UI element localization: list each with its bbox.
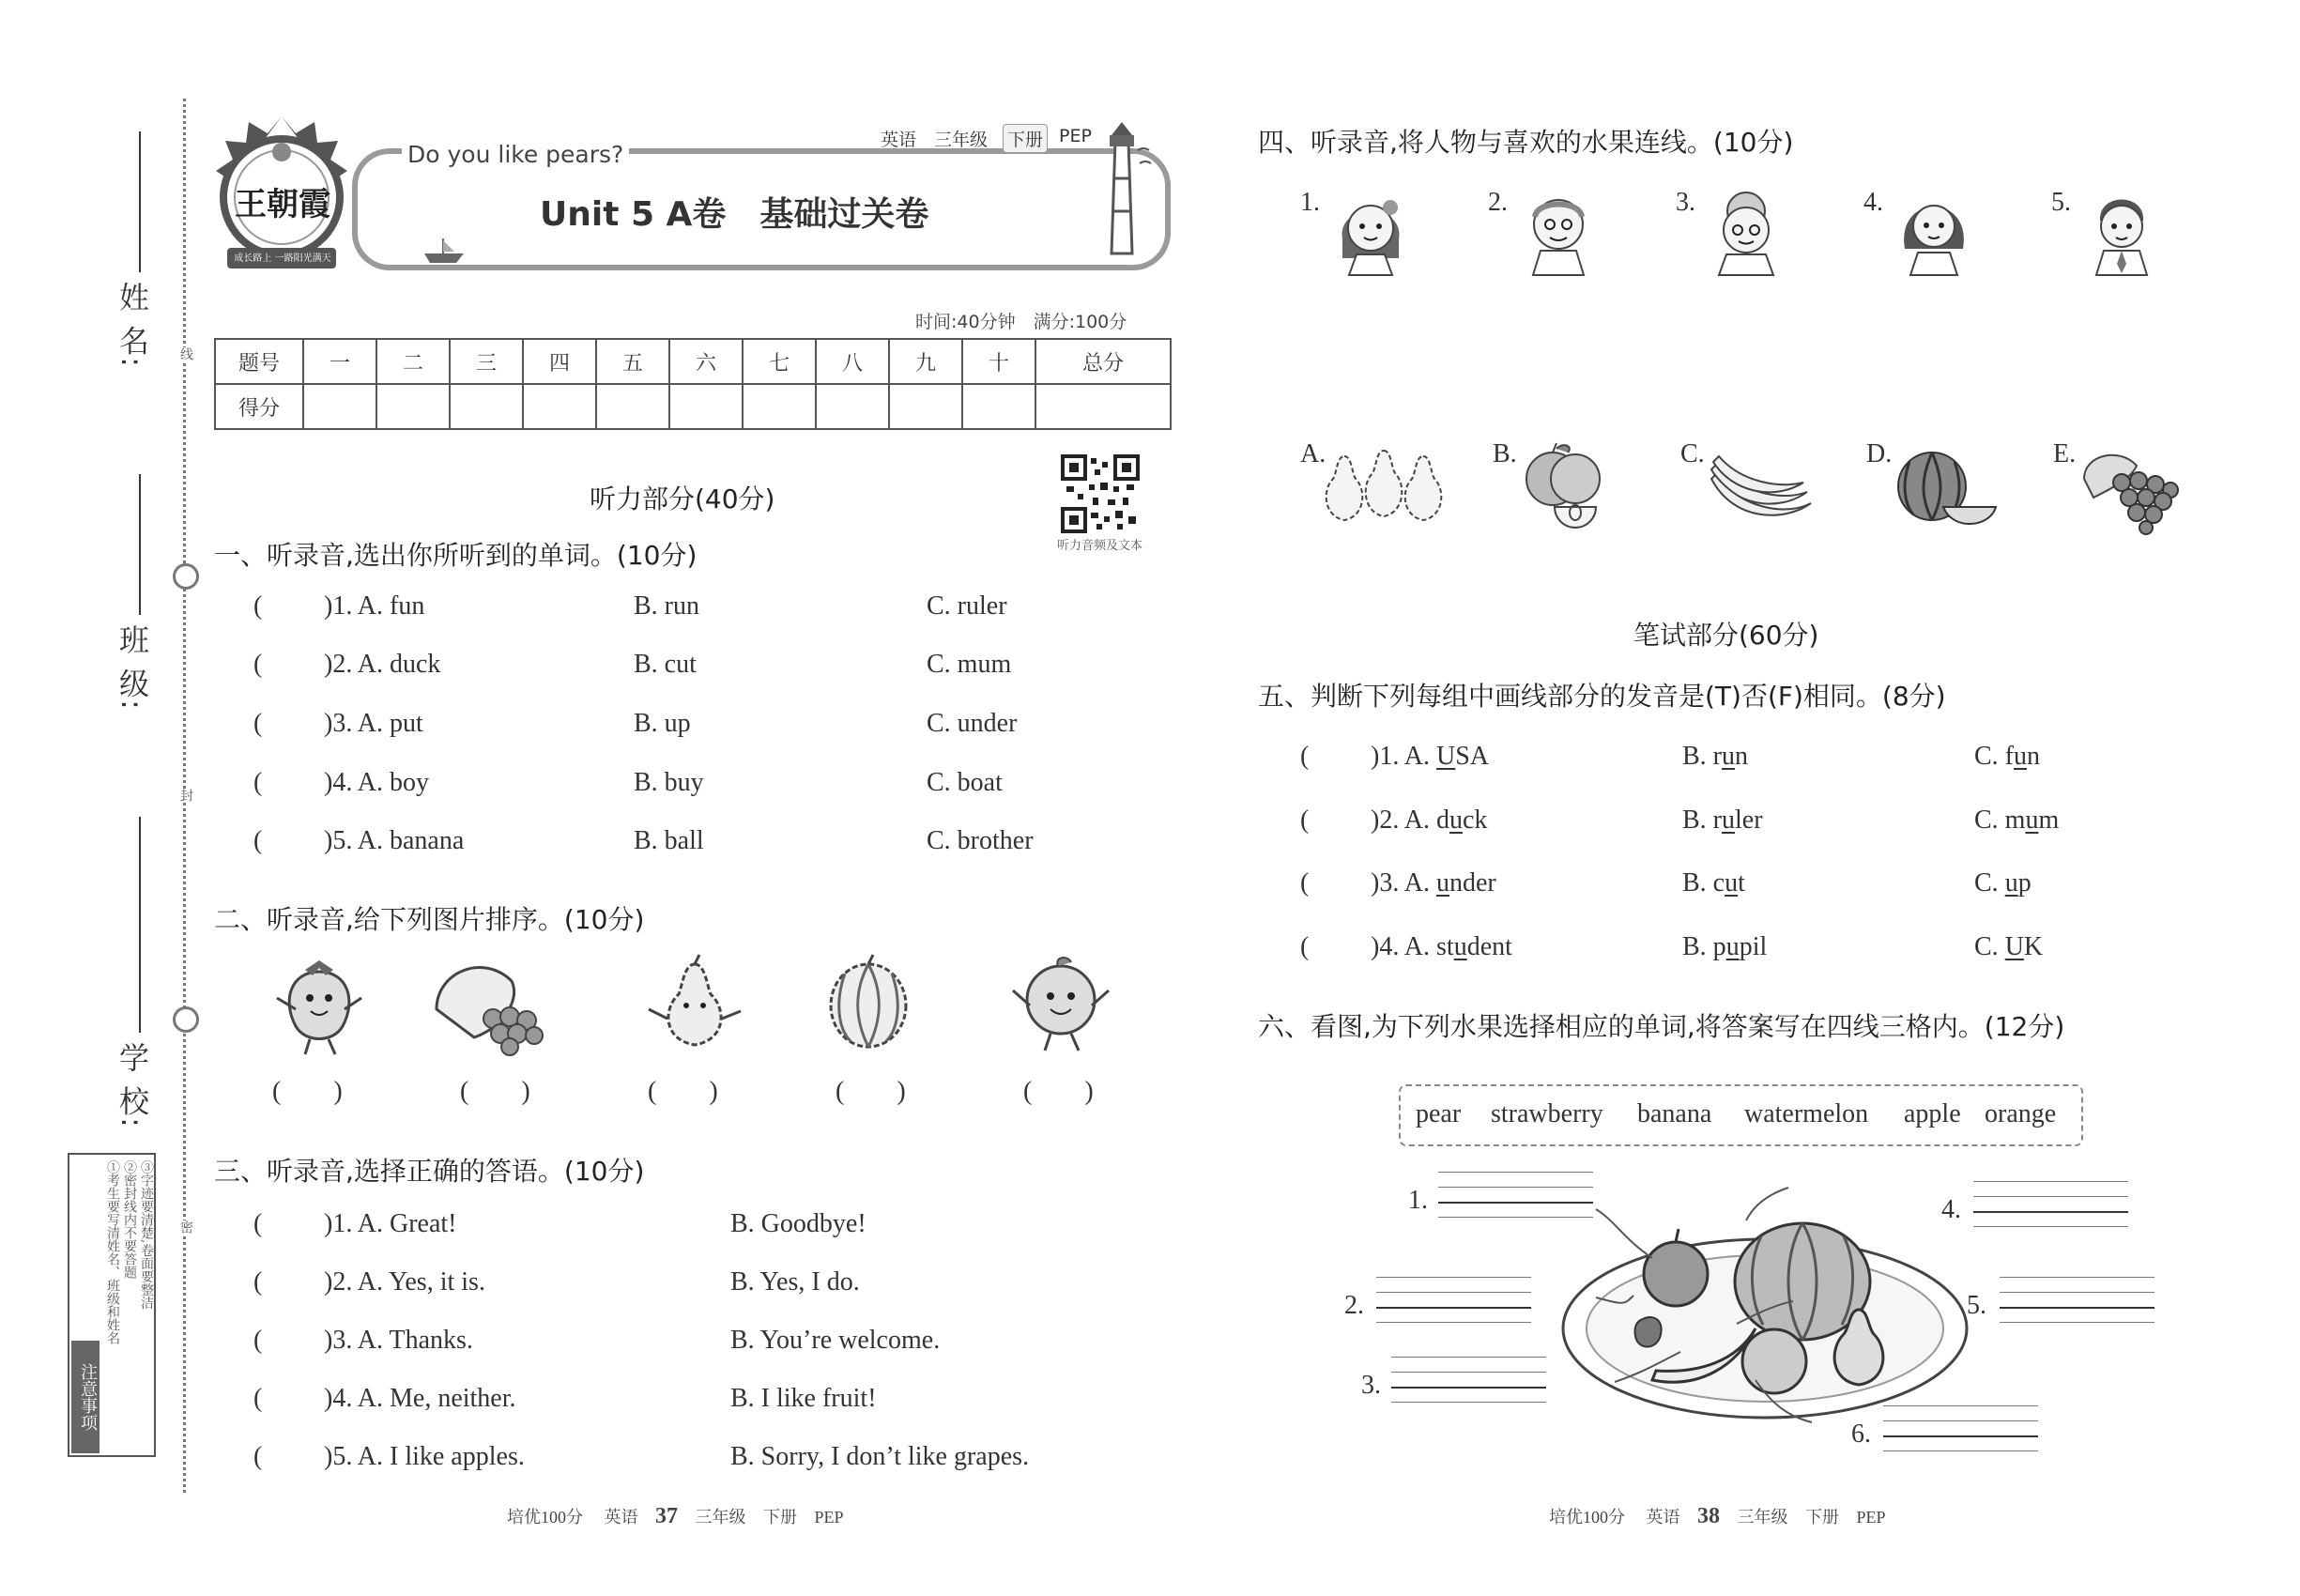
answer-paren[interactable]: ( — [253, 1267, 263, 1297]
cut-mark: 线 — [178, 347, 193, 361]
option-a: )3. A. put — [324, 709, 423, 738]
score-input[interactable] — [1035, 384, 1171, 429]
blank-number: 6. — [1851, 1420, 1871, 1449]
score-input[interactable] — [816, 384, 889, 429]
s3-row — [253, 1209, 1155, 1247]
option-a: )1. A. fun — [324, 591, 425, 621]
grandma-icon[interactable] — [1704, 183, 1788, 277]
notice-item: ③字迹要清楚,卷面要整洁 — [139, 1160, 154, 1310]
answer-paren[interactable]: ( — [253, 1326, 263, 1355]
answer-paren[interactable]: ( — [253, 1442, 263, 1471]
score-input[interactable] — [962, 384, 1035, 429]
score-input[interactable] — [889, 384, 962, 429]
option-a: )5. A. banana — [324, 826, 465, 855]
footer-subject: 英语 — [604, 1508, 638, 1527]
name-label: 姓 名: — [115, 282, 150, 369]
notice-box — [68, 1153, 156, 1457]
option-a: )5. A. I like apples. — [324, 1442, 525, 1471]
s1-row — [253, 709, 1098, 746]
score-input[interactable] — [669, 384, 743, 429]
s1-row — [253, 591, 1098, 629]
word-option: apple — [1904, 1099, 1961, 1128]
option-a: )3. A. under — [1371, 868, 1496, 898]
footer-brand: 培优100分 — [1549, 1508, 1625, 1527]
grape-bunch-icon[interactable] — [2075, 441, 2187, 535]
section-4-title: 四、听录音,将人物与喜欢的水果连线。(10分) — [1258, 127, 1794, 158]
score-input[interactable] — [523, 384, 596, 429]
answer-paren[interactable]: ( — [1300, 806, 1310, 835]
s3-row — [253, 1326, 1155, 1363]
score-cell: 九 — [889, 339, 962, 384]
option-b: B. You’re welcome. — [730, 1326, 941, 1355]
qr-caption: 听力音频及文本 — [1057, 539, 1143, 553]
option-a: )2. A. duck — [324, 650, 441, 679]
score-input[interactable] — [376, 384, 450, 429]
answer-paren[interactable]: ( — [1300, 742, 1310, 771]
pears-icon[interactable] — [1324, 441, 1446, 526]
four-line-blank[interactable] — [1973, 1181, 2128, 1226]
s5-row — [1300, 932, 2108, 970]
footer-grade: 三年级 — [695, 1508, 746, 1527]
option-b: B. cut — [1682, 868, 1745, 898]
score-cell: 八 — [816, 339, 889, 384]
word-bank — [1399, 1084, 2083, 1146]
order-blank[interactable]: ( ) — [1023, 1077, 1094, 1106]
footer-left — [507, 1504, 844, 1529]
score-cell: 四 — [523, 339, 596, 384]
class-line[interactable] — [139, 474, 141, 615]
four-line-blank[interactable] — [1391, 1357, 1546, 1402]
tag-subject: 英语 — [881, 130, 917, 150]
fruit-letter: C. — [1680, 439, 1705, 468]
cut-mark: 封 — [178, 789, 193, 802]
answer-paren[interactable]: ( — [253, 591, 263, 621]
notice-item: ②密封线内不要答题 — [122, 1160, 137, 1279]
brand-name: 王朝霞 — [235, 186, 330, 223]
fruit-letter: E. — [2053, 439, 2077, 468]
score-row-label: 得分 — [215, 384, 303, 429]
tag-grade: 三年级 — [934, 130, 989, 150]
option-b: B. pupil — [1682, 932, 1768, 961]
time-info: 时间:40分钟 满分:100分 — [915, 312, 1127, 332]
class-label: 班 级: — [115, 624, 150, 712]
s3-row — [253, 1267, 1155, 1305]
grandpa-icon[interactable] — [1516, 183, 1601, 277]
option-a: )3. A. Thanks. — [324, 1326, 473, 1355]
section-5-title: 五、判断下列每组中画线部分的发音是(T)否(F)相同。(8分) — [1258, 681, 1946, 712]
mother-icon[interactable] — [1892, 183, 1976, 277]
answer-paren[interactable]: ( — [253, 826, 263, 855]
orange-icon — [1009, 953, 1112, 1056]
score-cell: 二 — [376, 339, 450, 384]
s1-row — [253, 650, 1098, 687]
option-a: )4. A. Me, neither. — [324, 1384, 516, 1413]
option-b: B. ruler — [1682, 806, 1763, 835]
score-cell: 三 — [450, 339, 523, 384]
notice-item: ①考生要写清姓名、班级和姓名 — [105, 1160, 120, 1344]
score-cell: 五 — [596, 339, 669, 384]
s5-row — [1300, 806, 2108, 843]
option-a: )4. A. student — [1371, 932, 1512, 961]
score-cell: 题号 — [215, 339, 303, 384]
answer-paren[interactable]: ( — [253, 709, 263, 738]
notice-title: 注意事项 — [71, 1341, 100, 1453]
brand-slogan: 成长路上 一路阳光满天 — [234, 253, 331, 264]
binding-strip — [0, 0, 193, 1596]
s3-row — [253, 1442, 1155, 1480]
score-input[interactable] — [596, 384, 669, 429]
option-b: B. Sorry, I don’t like grapes. — [730, 1442, 1030, 1471]
section-6-title: 六、看图,为下列水果选择相应的单词,将答案写在四线三格内。(12分) — [1258, 1011, 2065, 1042]
fruit-letter: A. — [1300, 439, 1326, 468]
score-cell: 总分 — [1035, 339, 1171, 384]
score-cell: 一 — [303, 339, 376, 384]
word-option: banana — [1637, 1099, 1712, 1128]
option-b: B. ball — [634, 826, 704, 855]
s5-row — [1300, 868, 2108, 906]
option-c: C. mum — [927, 650, 1012, 679]
score-input[interactable] — [303, 384, 376, 429]
order-blank[interactable]: ( ) — [272, 1077, 343, 1106]
option-c: C. brother — [927, 826, 1034, 855]
apples-icon[interactable] — [1511, 441, 1615, 535]
option-c: C. UK — [1974, 932, 2044, 961]
footer-brand: 培优100分 — [507, 1508, 583, 1527]
answer-paren[interactable]: ( — [253, 1384, 263, 1413]
cut-mark: 密 — [178, 1220, 193, 1234]
option-c: C. mum — [1974, 806, 2060, 835]
footer-right — [1549, 1504, 1886, 1529]
score-input[interactable] — [450, 384, 523, 429]
four-line-blank[interactable] — [2000, 1277, 2154, 1322]
person-number: 3. — [1676, 188, 1695, 217]
section-3-title: 三、听录音,选择正确的答语。(10分) — [214, 1156, 645, 1187]
option-a: )2. A. Yes, it is. — [324, 1267, 485, 1297]
s1-row — [253, 768, 1098, 806]
score-cell: 六 — [669, 339, 743, 384]
person-number: 1. — [1300, 188, 1320, 217]
score-cell: 十 — [962, 339, 1035, 384]
listening-part-title: 听力部分(40分) — [590, 483, 775, 514]
score-value-row — [215, 384, 1171, 429]
blank-number: 5. — [1967, 1291, 1986, 1320]
option-b: B. run — [1682, 742, 1748, 771]
footer-edition: PEP — [1856, 1508, 1886, 1527]
footer-subject: 英语 — [1646, 1508, 1680, 1527]
fruit-letter: D. — [1866, 439, 1893, 468]
option-c: C. ruler — [927, 591, 1007, 621]
answer-paren[interactable]: ( — [253, 1209, 263, 1238]
s5-row — [1300, 742, 2108, 779]
word-option: watermelon — [1744, 1099, 1869, 1128]
footer-volume: 下册 — [1805, 1508, 1839, 1527]
option-c: C. up — [1974, 868, 2032, 898]
score-table — [214, 338, 1172, 430]
section-1-title: 一、听录音,选出你所听到的单词。(10分) — [214, 540, 698, 571]
s1-row — [253, 826, 1098, 864]
order-blank[interactable]: ( ) — [836, 1077, 906, 1106]
option-b: B. up — [634, 709, 691, 738]
footer-volume: 下册 — [763, 1508, 797, 1527]
blank-number: 3. — [1361, 1371, 1381, 1400]
word-option: strawberry — [1491, 1099, 1603, 1128]
father-icon[interactable] — [2079, 183, 2164, 277]
option-b: B. Yes, I do. — [730, 1267, 860, 1297]
person-number: 5. — [2051, 188, 2071, 217]
option-c: C. under — [927, 709, 1018, 738]
score-cell: 七 — [743, 339, 816, 384]
four-line-blank[interactable] — [1883, 1405, 2038, 1450]
lighthouse-icon — [1089, 122, 1155, 263]
watermelon-icon — [817, 953, 920, 1056]
grapes-icon — [427, 953, 549, 1056]
order-blank[interactable]: ( ) — [648, 1077, 718, 1106]
s3-row — [253, 1384, 1155, 1421]
footer-edition: PEP — [814, 1508, 844, 1527]
watermelons-icon[interactable] — [1887, 441, 2000, 535]
binding-hole — [173, 563, 199, 590]
answer-paren[interactable]: ( — [253, 650, 263, 679]
four-line-blank[interactable] — [1438, 1172, 1593, 1217]
person-number: 2. — [1488, 188, 1508, 217]
four-line-blank[interactable] — [1376, 1277, 1531, 1322]
option-a: )4. A. boy — [324, 768, 429, 797]
order-blank[interactable]: ( ) — [460, 1077, 530, 1106]
unit-subtitle: Do you like pears? — [402, 141, 629, 168]
girl-icon[interactable] — [1328, 183, 1413, 277]
pear-icon — [643, 953, 746, 1056]
fruit-letter: B. — [1493, 439, 1517, 468]
page-number: 37 — [655, 1504, 678, 1528]
option-a: )1. A. USA — [1371, 742, 1490, 771]
option-b: B. run — [634, 591, 699, 621]
option-b: B. cut — [634, 650, 697, 679]
answer-paren[interactable]: ( — [1300, 868, 1310, 898]
option-a: )2. A. duck — [1371, 806, 1488, 835]
answer-paren[interactable]: ( — [1300, 932, 1310, 961]
word-option: pear — [1416, 1099, 1462, 1128]
option-b: B. buy — [634, 768, 704, 797]
word-option: orange — [1985, 1099, 2057, 1128]
strawberry-icon — [268, 953, 371, 1056]
bananas-icon[interactable] — [1704, 441, 1817, 526]
option-b: B. I like fruit! — [730, 1384, 877, 1413]
school-label: 学 校: — [115, 1042, 150, 1129]
header — [207, 113, 1183, 277]
boat-icon — [421, 237, 468, 265]
option-a: )1. A. Great! — [324, 1209, 457, 1238]
score-input[interactable] — [743, 384, 816, 429]
option-b: B. Goodbye! — [730, 1209, 866, 1238]
blank-number: 2. — [1344, 1291, 1364, 1320]
writing-part-title: 笔试部分(60分) — [1633, 620, 1819, 651]
person-number: 4. — [1863, 188, 1883, 217]
tag-edition: PEP — [1059, 126, 1092, 146]
school-line[interactable] — [139, 817, 141, 1033]
tag-volume: 下册 — [1003, 124, 1048, 153]
name-line[interactable] — [139, 131, 141, 272]
page-number: 38 — [1697, 1504, 1720, 1528]
blank-number: 4. — [1941, 1195, 1961, 1224]
blank-number: 1. — [1408, 1186, 1428, 1215]
answer-paren[interactable]: ( — [253, 768, 263, 797]
qr-code[interactable] — [1061, 454, 1140, 533]
page-title: Unit 5 A卷 基础过关卷 — [540, 195, 929, 234]
option-c: C. boat — [927, 768, 1003, 797]
score-header-row — [215, 339, 1171, 384]
footer-grade: 三年级 — [1737, 1508, 1788, 1527]
binding-hole — [173, 1006, 199, 1033]
option-c: C. fun — [1974, 742, 2040, 771]
section-2-title: 二、听录音,给下列图片排序。(10分) — [214, 904, 645, 935]
